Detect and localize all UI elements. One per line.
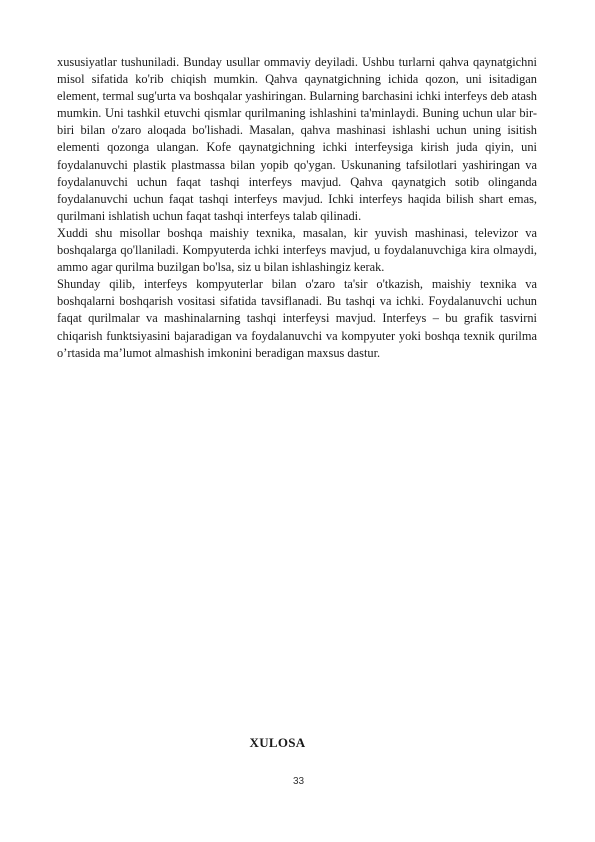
body-text [57,54,537,362]
paragraph-1: xususiyatlar tushuniladi. Bunday usullar ommaviy deyiladi. Ushbu turlarni qahva qaynatgichni misol sifatida ko'rib chiqish mumkin. Qahva qaynatgichning ichida qozon, uni isitadigan element, termal sug'urta va boshqalar yashiringan. Bularning barchasini ichki interfeys deb atash mumkin. Uni tashkil etuvchi qismlar qurilmaning ishlashini ta'minlaydi. Buning uchun ular bir-biri bilan o'zaro aloqada bo'lishadi. Masalan, qahva mashinasi ishlashi uchun uning isitish elementi qozonga ulangan. Kofe qaynatgichning ichki interfeysiga kirish juda qiyin, uni foydalanuvchi plastik plastmassa bilan yopib qo'ygan. Uskunaning tafsilotlari yashiringan va foydalanuvchi uchun faqat tashqi interfeys mavjud. Qahva qaynatgich sotib olinganda foydalanuvchi uchun faqat tashqi interfeys mavjud. Ichki interfeys haqida bilish shart emas, qurilmani ishlatish uchun faqat tashqi interfeys talab qilinadi. [57,55,537,223]
paragraph-3: Shunday qilib, interfeys kompyuterlar bilan o'zaro ta'sir o'tkazish, maishiy texnika va boshqalarni boshqarish vositasi sifatida tavsiflanadi. Bu tashqi va ichki. Foydalanuvchi uchun faqat qurilmalar va mashinalarning tashqi interfeysi mavjud. Interfeys – bu grafik tasvirni chiqarish funktsiyasini bajaradigan va foydalanuvchi va kompyuter yoki boshqa texnik qurilma o’rtasida ma’lumot almashish imkonini beradigan maxsus dastur. [57,277,537,360]
section-heading: XULOSA [249,735,306,750]
page-number: 33 [292,776,305,787]
paragraph-2: Xuddi shu misollar boshqa maishiy texnika, masalan, kir yuvish mashinasi, televizor va boshqalarga qo'llaniladi. Kompyuterda ichki interfeys mavjud, u foydalanuvchiga kira olmaydi, ammo agar qurilma buzilgan bo'lsa, siz u bilan ishlashingiz kerak. [57,225,537,275]
